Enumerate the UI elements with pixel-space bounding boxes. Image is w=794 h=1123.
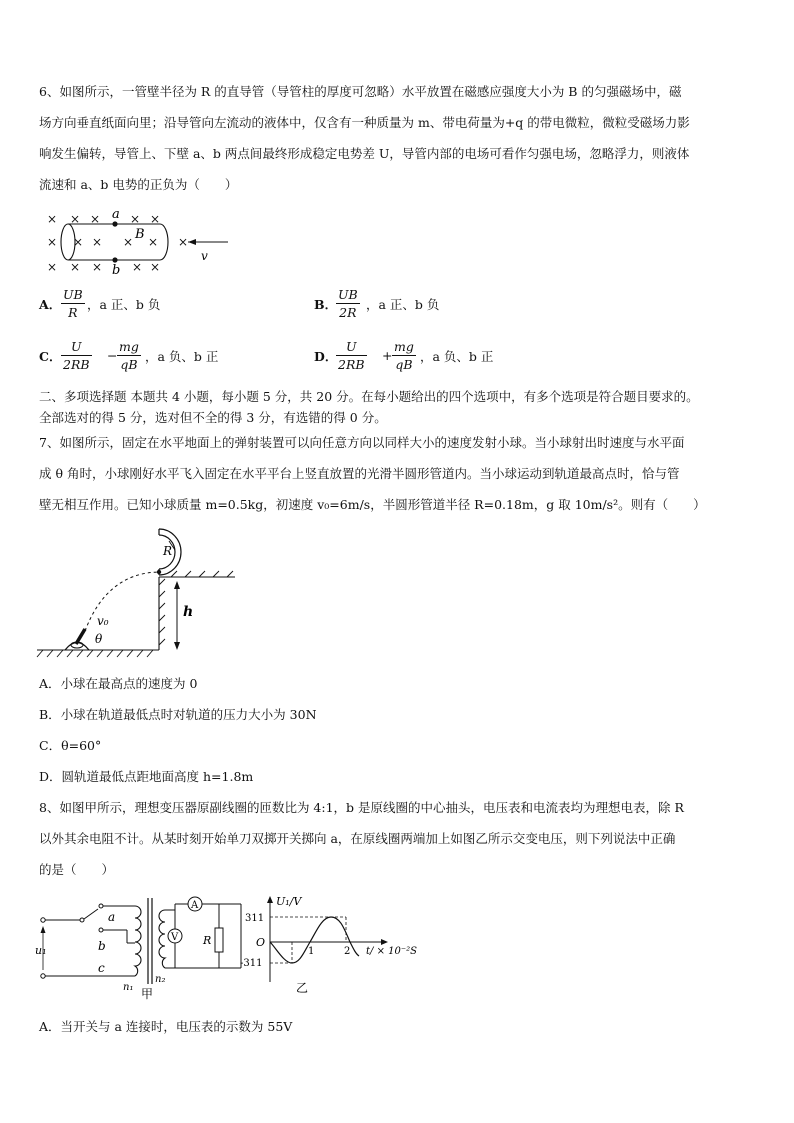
q6-option-b[interactable] — [314, 286, 534, 326]
q8-line-1: 8、如图甲所示，理想变压器原副线圈的匝数比为 4:1，b 是原线圈的中心抽头，电压表和电流表均为理想电表，除 R — [39, 800, 684, 815]
q8-graph-tick-311: 311 — [245, 913, 265, 924]
q8-label-a: a — [108, 910, 116, 924]
q8-figure-graph — [238, 888, 423, 1003]
q6-option-d-fraction-2 — [392, 338, 416, 373]
q6-label-v: v — [201, 249, 208, 263]
q6-option-c-den-2: qB — [120, 357, 138, 372]
svg-text:×: × — [47, 212, 58, 226]
svg-text:×: × — [92, 235, 103, 249]
svg-text:×: × — [150, 212, 161, 226]
q7-option-d[interactable]: D．圆轨道最低点距地面高度 h=1.8m — [39, 769, 254, 784]
q7-option-a[interactable]: A．小球在最高点的速度为 0 — [39, 676, 198, 691]
svg-text:×: × — [132, 260, 143, 274]
q7-line-2: 成 θ 角时，小球刚好水平飞入固定在水平平台上竖直放置的光滑半圆形管道内。当小球运动到轨道最高点时，恰与管 — [39, 466, 680, 481]
q7-label-R: R — [163, 544, 173, 558]
q6-option-d[interactable] — [314, 338, 574, 378]
q6-line-4: 流速和 a、b 电势的正负为（ ） — [39, 177, 238, 192]
q6-option-a-fraction — [61, 286, 85, 321]
q8-label-A: A — [191, 900, 199, 911]
q6-line-1: 6、如图所示，一管壁半径为 R 的直导管（导管柱的厚度可忽略）水平放置在磁感应强度大小为 B 的匀强磁场中，磁 — [39, 84, 682, 99]
q6-option-d-num-1: U — [336, 338, 367, 356]
q8-graph-tick-2: 2 — [344, 946, 351, 957]
q6-option-c[interactable] — [39, 338, 299, 378]
q6-label-B: B — [135, 227, 145, 242]
q8-caption-jia: 甲 — [141, 987, 154, 1001]
section2-line-1: 二、多项选择题 本题共 4 小题，每小题 5 分，共 20 分。在每小题给出的四个选项中，有多个选项是符合题目要求的。 — [39, 389, 699, 404]
svg-text:×: × — [70, 260, 81, 274]
svg-text:×: × — [150, 260, 161, 274]
q8-label-n2: n₂ — [155, 974, 166, 985]
q6-option-a-num: UB — [63, 287, 83, 302]
q7-figure-launcher — [35, 525, 245, 660]
q6-option-c-fraction-1 — [61, 338, 92, 373]
svg-text:×: × — [123, 235, 134, 249]
section2-line-2: 全部选对的得 5 分，选对但不全的得 3 分，有选错的得 0 分。 — [39, 410, 387, 425]
q8-graph-ylabel: U₁/V — [276, 895, 302, 908]
q6-figure-pipe — [40, 205, 240, 277]
svg-text:×: × — [92, 260, 103, 274]
svg-text:×: × — [47, 235, 58, 249]
q6-option-c-den-1: 2RB — [63, 357, 90, 372]
q6-option-b-letter: B． — [314, 297, 338, 312]
q6-option-c-num-2: mg — [119, 339, 139, 354]
svg-text:×: × — [70, 212, 81, 226]
q7-line-1: 7、如图所示，固定在水平地面上的弹射装置可以向任意方向以同样大小的速度发射小球。当小球射出时速度与水平面 — [39, 435, 685, 450]
q8-label-b: b — [98, 939, 106, 953]
q6-line-2: 场方向垂直纸面向里；沿导管向左流动的液体中，仅含有一种质量为 m、带电荷量为+q 的带电微粒，微粒受磁场力影 — [39, 115, 690, 130]
q6-option-c-tail: ，a 负、b 正 — [145, 349, 219, 364]
q8-graph-xlabel: t/ × 10⁻²S — [366, 946, 417, 957]
q6-option-c-num-1: U — [61, 338, 92, 356]
q7-label-theta: θ — [95, 632, 103, 646]
q7-option-c[interactable]: C．θ=60° — [39, 738, 102, 753]
q6-option-b-num: UB — [338, 287, 358, 302]
q6-option-d-num-2: mg — [394, 339, 414, 354]
q6-option-b-tail: ，a 正、b 负 — [366, 297, 440, 312]
svg-text:×: × — [148, 235, 159, 249]
q8-label-V: V — [171, 932, 179, 943]
q6-line-3: 响发生偏转，导管上、下壁 a、b 两点间最终形成稳定电势差 U，导管内部的电场可看作匀强电场，忽略浮力，则液体 — [39, 146, 690, 161]
q8-label-u1: u₁ — [35, 944, 47, 957]
q8-graph-tick-1: 1 — [308, 946, 315, 957]
q6-option-d-den-1: 2RB — [338, 357, 365, 372]
svg-text:×: × — [47, 260, 58, 274]
q7-label-h: h — [183, 604, 194, 620]
q8-line-2: 以外其余电阻不计。从某时刻开始单刀双掷开关掷向 a，在原线圈两端加上如图乙所示交变电压，则下列说法中正确 — [39, 831, 676, 846]
svg-text:×: × — [90, 212, 101, 226]
q6-option-b-fraction — [336, 286, 360, 321]
q8-label-c: c — [98, 961, 105, 975]
q8-caption-yi: 乙 — [296, 981, 309, 995]
q8-label-R: R — [203, 934, 212, 947]
q8-option-a[interactable]: A．当开关与 a 连接时，电压表的示数为 55V — [39, 1019, 293, 1034]
q6-option-c-letter: C． — [39, 349, 62, 364]
q7-label-v0: v₀ — [97, 614, 109, 628]
q6-label-a: a — [112, 207, 120, 222]
svg-text:×: × — [73, 235, 84, 249]
q6-option-a[interactable] — [39, 286, 259, 326]
q6-option-a-den: R — [68, 305, 78, 320]
q6-option-c-operator: − — [107, 348, 118, 363]
q6-option-a-letter: A． — [39, 297, 62, 312]
q7-option-b[interactable]: B．小球在轨道最低点时对轨道的压力大小为 30N — [39, 707, 317, 722]
q7-line-3: 壁无相互作用。已知小球质量 m=0.5kg，初速度 v₀=6m/s，半圆形管道半径 R=0.18m，g 取 10m/s²。则有（ ） — [39, 497, 706, 512]
q8-label-n1: n₁ — [123, 982, 134, 993]
q6-option-c-fraction-2 — [117, 338, 141, 373]
svg-text:×: × — [178, 235, 189, 249]
q6-option-d-fraction-1 — [336, 338, 367, 373]
q6-label-b: b — [112, 263, 121, 277]
q6-option-a-tail: ，a 正、b 负 — [87, 297, 161, 312]
q8-graph-tick-O: O — [256, 936, 266, 949]
q6-option-d-den-2: qB — [395, 357, 413, 372]
q6-option-d-letter: D． — [314, 349, 338, 364]
q8-figure-circuit — [35, 888, 250, 1003]
q6-option-b-den: 2R — [339, 305, 357, 320]
q6-option-d-tail: ，a 负、b 正 — [420, 349, 494, 364]
q8-line-3: 的是（ ） — [39, 862, 115, 877]
svg-text:×: × — [130, 212, 141, 226]
q8-graph-tick-neg311: -311 — [240, 958, 263, 969]
q6-option-d-operator: + — [382, 348, 393, 363]
